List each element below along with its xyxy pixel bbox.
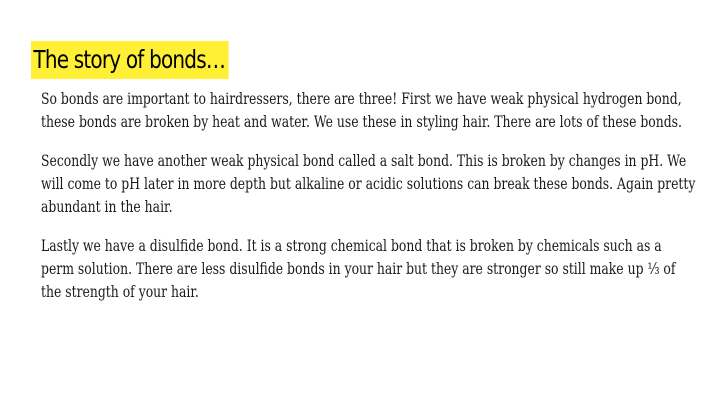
paragraph-hydrogen-bond: So bonds are important to hairdressers, there are three! First we have weak physical hydrogen bond, these bonds are broken by heat and water. We use these in styling hair. There are lots of these bonds.: [41, 90, 682, 131]
paragraph-disulfide-bond: Lastly we have a disulfide bond. It is a strong chemical bond that is broken by chemicals such as a perm solution. There are less disulfide bonds in your hair but they are stronger so still make up ⅓ of the strength of your hair.: [41, 237, 676, 301]
slide-body: [41, 88, 701, 320]
paragraph-salt-bond: Secondly we have another weak physical bond called a salt bond. This is broken by changes in pH. We will come to pH later in more depth but alkaline or acidic solutions can break these bonds. Again pretty abundant in the hair.: [41, 152, 696, 216]
slide-title: The story of bonds…: [31, 41, 228, 79]
